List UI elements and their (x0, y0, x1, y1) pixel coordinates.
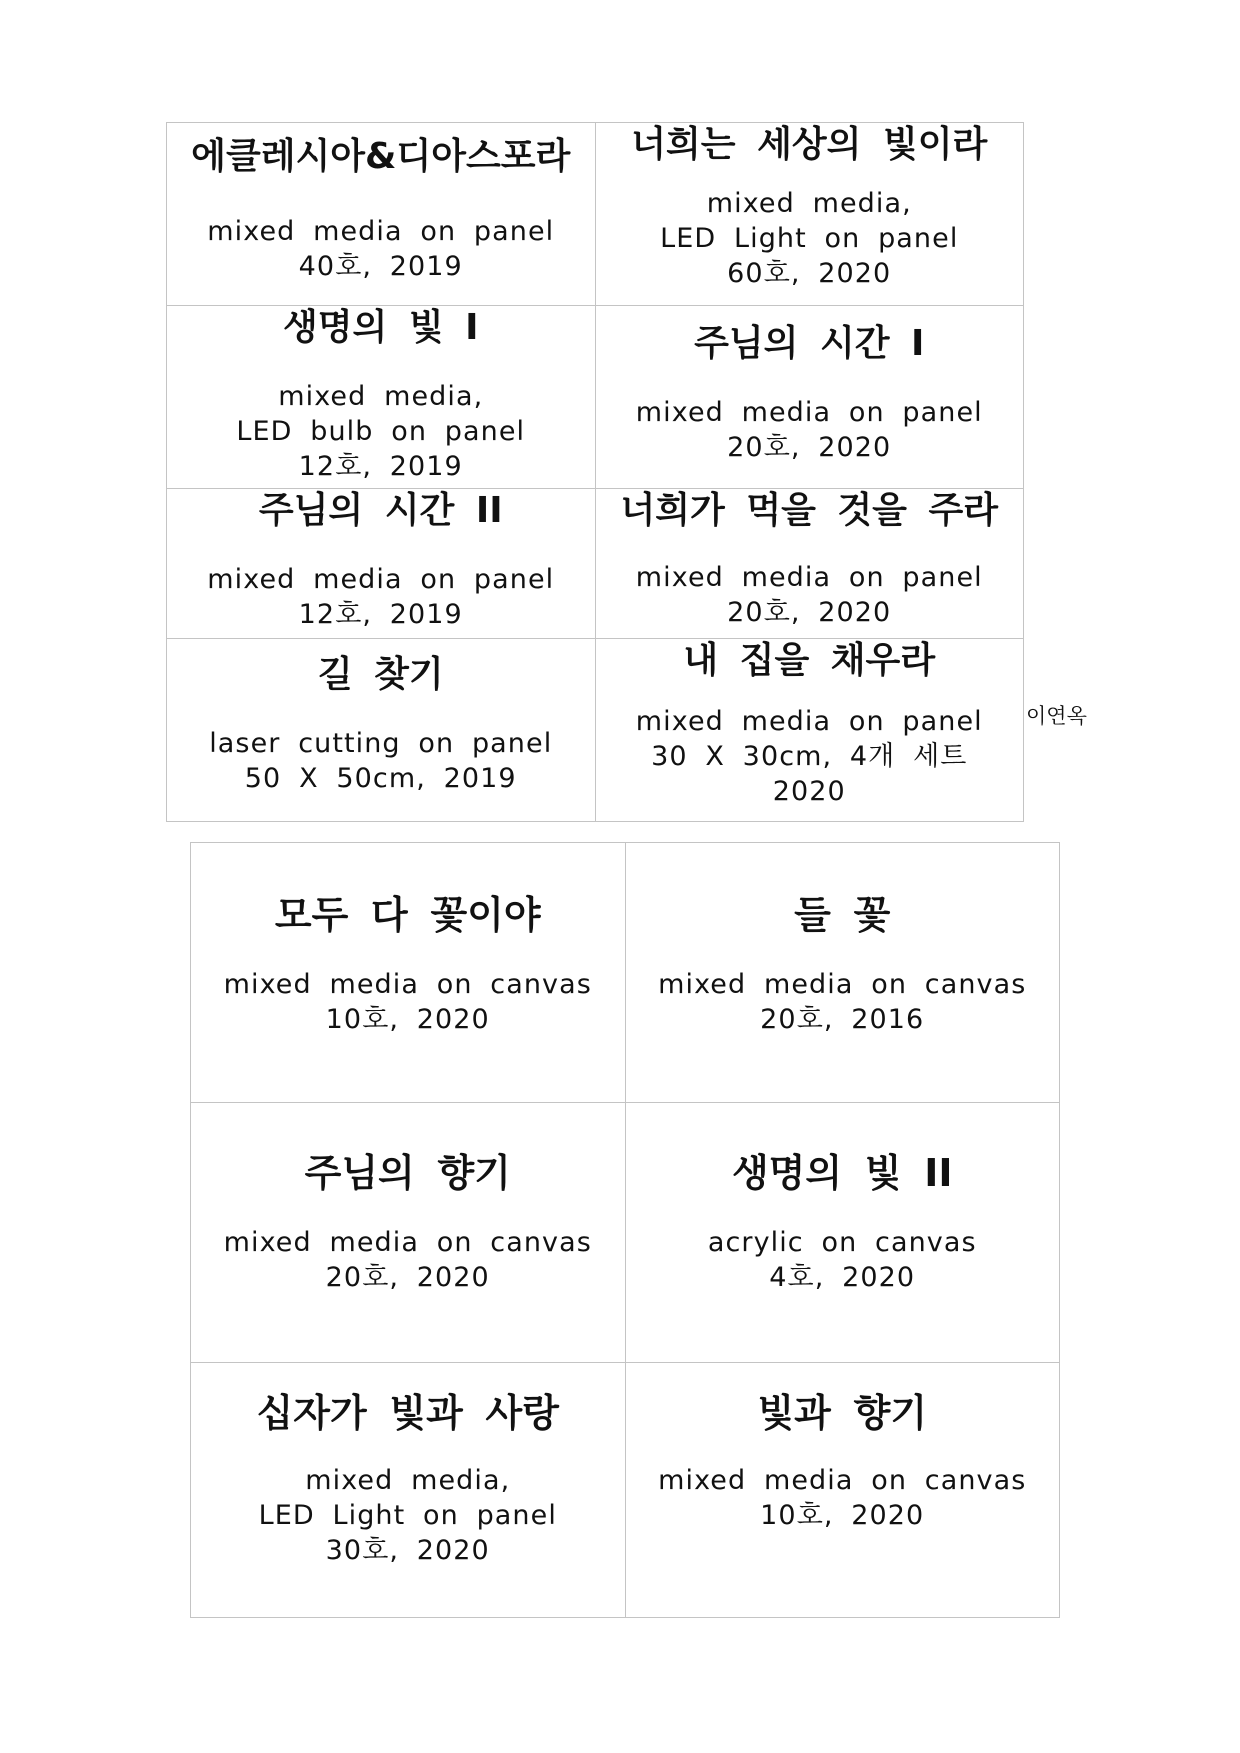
artwork-size-year: 60호, 2020 (727, 258, 892, 290)
artwork-size-year: 30호, 2020 (325, 1534, 490, 1566)
artwork-medium: mixed media, (706, 188, 912, 220)
artwork-label-grid-bottom (190, 842, 1060, 1618)
label-card (191, 1363, 626, 1618)
artwork-size-year: 40호, 2019 (298, 251, 463, 283)
artwork-size-year: 10호, 2020 (760, 1499, 925, 1531)
artwork-label-grid-top (166, 122, 1024, 822)
artwork-medium: mixed media on panel (207, 564, 555, 596)
artwork-size-year: 20호, 2016 (760, 1003, 925, 1035)
label-card (191, 1103, 626, 1363)
artwork-title: 빛과 향기 (757, 1391, 928, 1435)
label-card (595, 639, 1024, 822)
label-card (595, 489, 1024, 639)
artist-name: 이연옥 (1026, 704, 1087, 728)
artwork-medium: mixed media on canvas (223, 1226, 592, 1258)
artwork-medium: mixed media on panel (635, 562, 983, 594)
artwork-title: 주님의 시간 I (694, 323, 925, 364)
label-card (167, 306, 596, 489)
label-card (167, 489, 596, 639)
artwork-title: 십자가 빛과 사랑 (256, 1391, 559, 1435)
artwork-medium: mixed media, (278, 381, 484, 413)
artwork-title: 주님의 향기 (304, 1151, 511, 1195)
artwork-medium: laser cutting on panel (209, 728, 553, 760)
artwork-medium-detail: LED Light on panel (660, 223, 959, 255)
artwork-size-year: 20호, 2020 (727, 597, 892, 629)
artwork-medium: mixed media on canvas (658, 1464, 1027, 1496)
label-card (191, 843, 626, 1103)
artwork-medium: mixed media on panel (635, 706, 983, 738)
label-card (625, 843, 1060, 1103)
artwork-size-year: 12호, 2019 (298, 451, 463, 483)
artwork-size-detail: 30 X 30cm, 4개 세트 (651, 741, 968, 773)
artwork-title: 에클레시아&디아스포라 (191, 136, 571, 177)
artwork-year: 2020 (772, 776, 846, 808)
label-card (167, 123, 596, 306)
artwork-medium: acrylic on canvas (707, 1226, 977, 1258)
artwork-size-year: 20호, 2020 (325, 1261, 490, 1293)
artwork-medium: mixed media, (305, 1464, 511, 1496)
artwork-medium: mixed media on panel (635, 397, 983, 429)
artwork-title: 내 집을 채우라 (683, 640, 936, 681)
artwork-title: 모두 다 꽃이야 (274, 893, 541, 937)
label-card (167, 639, 596, 822)
artwork-title: 너희는 세상의 빛이라 (631, 124, 988, 165)
artwork-size-year: 50 X 50cm, 2019 (244, 763, 517, 795)
artwork-medium: mixed media on canvas (223, 968, 592, 1000)
artwork-title: 주님의 시간 II (258, 490, 503, 531)
artwork-title: 길 찾기 (317, 654, 444, 695)
artwork-size-year: 20호, 2020 (727, 432, 892, 464)
artwork-size-year: 12호, 2019 (298, 599, 463, 631)
artwork-title: 생명의 빛 I (282, 307, 479, 348)
label-card (625, 1103, 1060, 1363)
artwork-size-year: 4호, 2020 (769, 1261, 916, 1293)
label-card (625, 1363, 1060, 1618)
artwork-title: 들 꽃 (794, 893, 891, 937)
artwork-medium: mixed media on panel (207, 216, 555, 248)
artwork-title: 생명의 빛 II (731, 1151, 953, 1195)
artwork-medium: mixed media on canvas (658, 968, 1027, 1000)
artwork-medium-detail: LED Light on panel (258, 1499, 557, 1531)
label-card (595, 123, 1024, 306)
artwork-size-year: 10호, 2020 (325, 1003, 490, 1035)
artwork-title: 너희가 먹을 것을 주라 (620, 490, 999, 531)
artwork-medium-detail: LED bulb on panel (236, 416, 526, 448)
label-card (595, 306, 1024, 489)
